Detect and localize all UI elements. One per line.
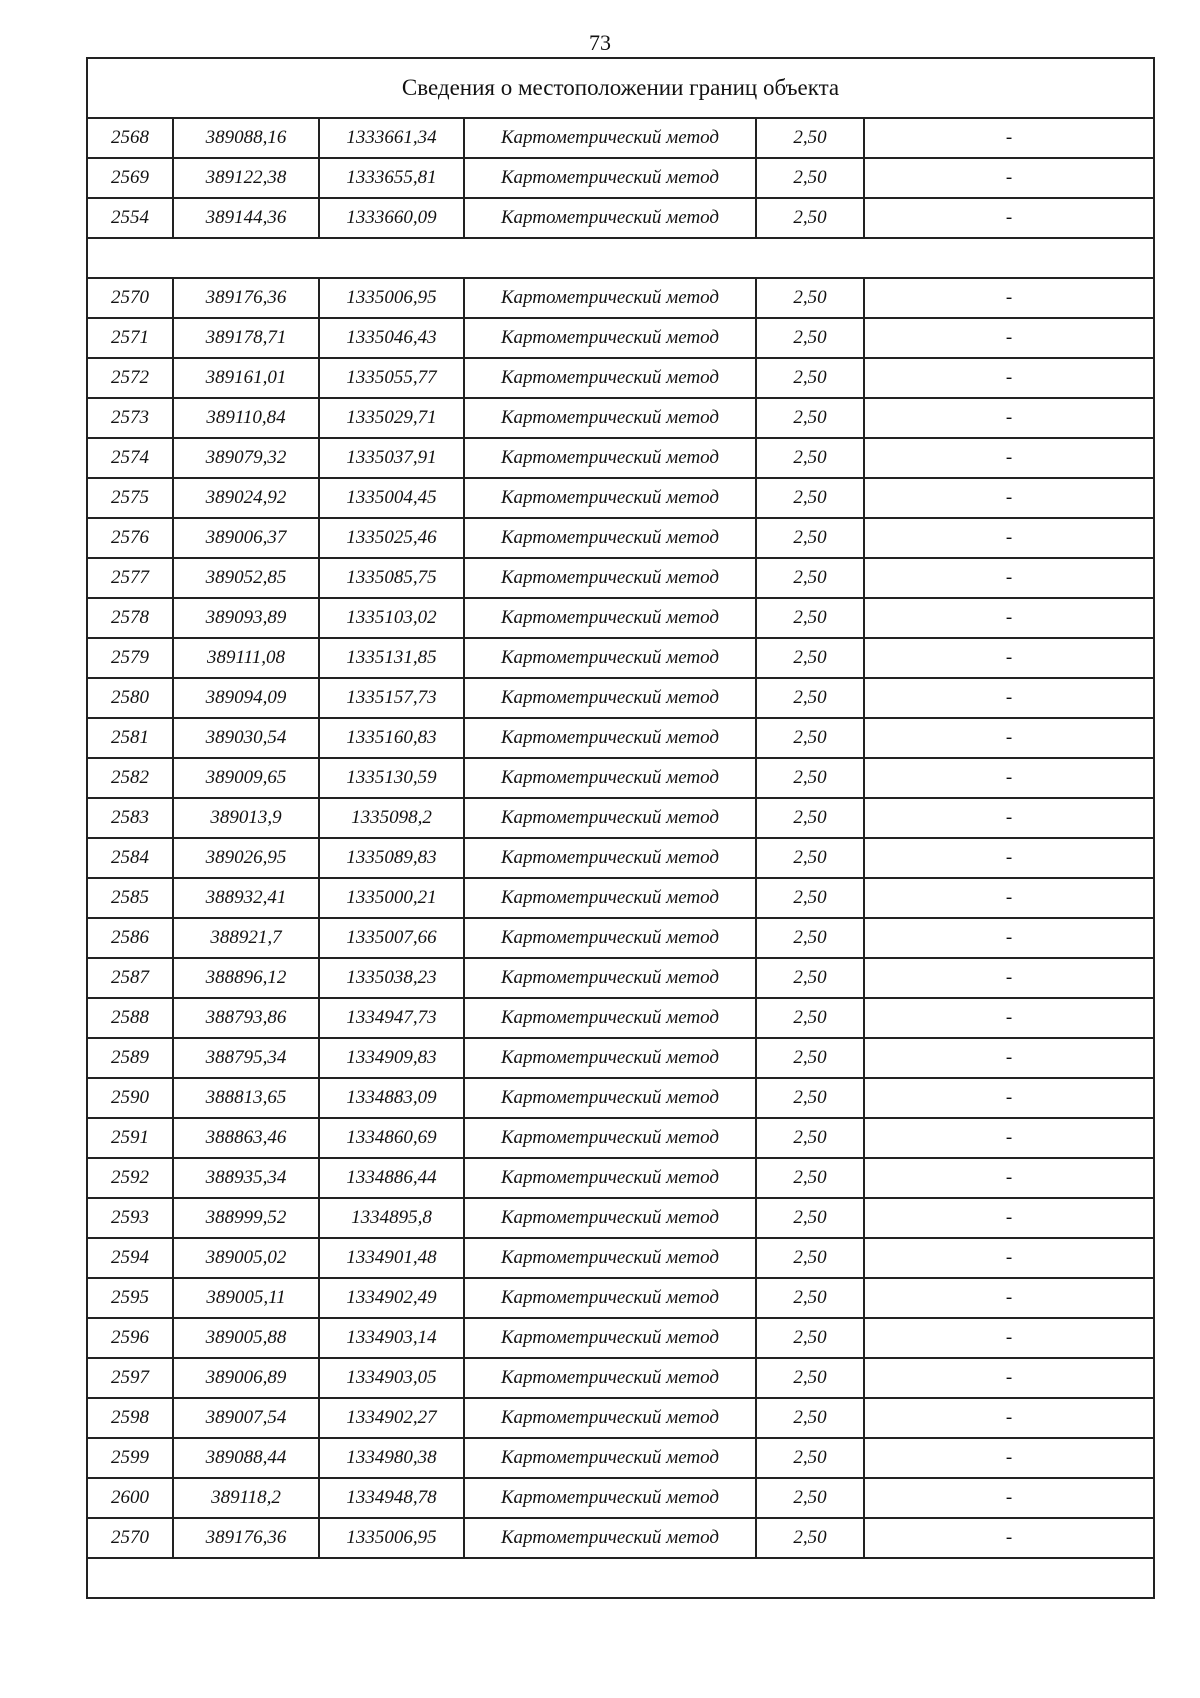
accuracy-cell: 2,50 [756, 838, 864, 878]
y-coordinate-cell: 1334903,14 [319, 1318, 464, 1358]
method-cell: Картометрический метод [464, 1278, 756, 1318]
method-cell: Картометрический метод [464, 758, 756, 798]
description-cell: - [864, 1198, 1154, 1238]
accuracy-cell: 2,50 [756, 518, 864, 558]
x-coordinate-cell: 388932,41 [173, 878, 319, 918]
table-row [87, 278, 1154, 318]
table-row [87, 558, 1154, 598]
method-cell: Картометрический метод [464, 558, 756, 598]
method-cell: Картометрический метод [464, 1398, 756, 1438]
x-coordinate-cell: 389118,2 [173, 1478, 319, 1518]
y-coordinate-cell: 1334886,44 [319, 1158, 464, 1198]
table-row [87, 958, 1154, 998]
x-coordinate-cell: 389005,88 [173, 1318, 319, 1358]
point-number-cell: 2596 [87, 1318, 173, 1358]
point-number-cell: 2580 [87, 678, 173, 718]
x-coordinate-cell: 389110,84 [173, 398, 319, 438]
x-coordinate-cell: 389052,85 [173, 558, 319, 598]
table-row [87, 1118, 1154, 1158]
point-number-cell: 2588 [87, 998, 173, 1038]
method-cell: Картометрический метод [464, 358, 756, 398]
y-coordinate-cell: 1334902,27 [319, 1398, 464, 1438]
accuracy-cell: 2,50 [756, 878, 864, 918]
description-cell: - [864, 1278, 1154, 1318]
x-coordinate-cell: 389030,54 [173, 718, 319, 758]
method-cell: Картометрический метод [464, 918, 756, 958]
y-coordinate-cell: 1333655,81 [319, 158, 464, 198]
table-row [87, 1438, 1154, 1478]
description-cell: - [864, 878, 1154, 918]
description-cell: - [864, 158, 1154, 198]
y-coordinate-cell: 1334909,83 [319, 1038, 464, 1078]
accuracy-cell: 2,50 [756, 1278, 864, 1318]
y-coordinate-cell: 1335006,95 [319, 278, 464, 318]
method-cell: Картометрический метод [464, 798, 756, 838]
y-coordinate-cell: 1335089,83 [319, 838, 464, 878]
point-number-cell: 2589 [87, 1038, 173, 1078]
y-coordinate-cell: 1335130,59 [319, 758, 464, 798]
x-coordinate-cell: 389122,38 [173, 158, 319, 198]
method-cell: Картометрический метод [464, 598, 756, 638]
empty-cell [87, 238, 1154, 278]
point-number-cell: 2568 [87, 118, 173, 158]
table-row [87, 878, 1154, 918]
accuracy-cell: 2,50 [756, 1238, 864, 1278]
x-coordinate-cell: 389026,95 [173, 838, 319, 878]
accuracy-cell: 2,50 [756, 718, 864, 758]
accuracy-cell: 2,50 [756, 958, 864, 998]
accuracy-cell: 2,50 [756, 918, 864, 958]
accuracy-cell: 2,50 [756, 1438, 864, 1478]
point-number-cell: 2575 [87, 478, 173, 518]
description-cell: - [864, 678, 1154, 718]
table-row [87, 438, 1154, 478]
x-coordinate-cell: 388863,46 [173, 1118, 319, 1158]
x-coordinate-cell: 389176,36 [173, 278, 319, 318]
point-number-cell: 2590 [87, 1078, 173, 1118]
point-number-cell: 2581 [87, 718, 173, 758]
description-cell: - [864, 718, 1154, 758]
point-number-cell: 2599 [87, 1438, 173, 1478]
x-coordinate-cell: 389178,71 [173, 318, 319, 358]
y-coordinate-cell: 1334883,09 [319, 1078, 464, 1118]
table-row [87, 478, 1154, 518]
y-coordinate-cell: 1335004,45 [319, 478, 464, 518]
point-number-cell: 2571 [87, 318, 173, 358]
accuracy-cell: 2,50 [756, 438, 864, 478]
method-cell: Картометрический метод [464, 1478, 756, 1518]
x-coordinate-cell: 389088,44 [173, 1438, 319, 1478]
table-row [87, 198, 1154, 238]
y-coordinate-cell: 1334895,8 [319, 1198, 464, 1238]
description-cell: - [864, 998, 1154, 1038]
accuracy-cell: 2,50 [756, 318, 864, 358]
x-coordinate-cell: 389007,54 [173, 1398, 319, 1438]
method-cell: Картометрический метод [464, 1118, 756, 1158]
method-cell: Картометрический метод [464, 998, 756, 1038]
accuracy-cell: 2,50 [756, 598, 864, 638]
method-cell: Картометрический метод [464, 398, 756, 438]
method-cell: Картометрический метод [464, 1438, 756, 1478]
table-row [87, 1238, 1154, 1278]
accuracy-cell: 2,50 [756, 678, 864, 718]
description-cell: - [864, 1478, 1154, 1518]
method-cell: Картометрический метод [464, 1158, 756, 1198]
x-coordinate-cell: 388795,34 [173, 1038, 319, 1078]
method-cell: Картометрический метод [464, 678, 756, 718]
description-cell: - [864, 758, 1154, 798]
x-coordinate-cell: 389005,02 [173, 1238, 319, 1278]
method-cell: Картометрический метод [464, 438, 756, 478]
point-number-cell: 2598 [87, 1398, 173, 1438]
description-cell: - [864, 1398, 1154, 1438]
description-cell: - [864, 558, 1154, 598]
table-title-row [87, 58, 1154, 118]
y-coordinate-cell: 1334860,69 [319, 1118, 464, 1158]
description-cell: - [864, 838, 1154, 878]
table-row [87, 158, 1154, 198]
table-row [87, 358, 1154, 398]
description-cell: - [864, 1078, 1154, 1118]
point-number-cell: 2600 [87, 1478, 173, 1518]
method-cell: Картометрический метод [464, 878, 756, 918]
method-cell: Картометрический метод [464, 118, 756, 158]
x-coordinate-cell: 389088,16 [173, 118, 319, 158]
y-coordinate-cell: 1335006,95 [319, 1518, 464, 1558]
method-cell: Картометрический метод [464, 278, 756, 318]
x-coordinate-cell: 388813,65 [173, 1078, 319, 1118]
accuracy-cell: 2,50 [756, 1518, 864, 1558]
method-cell: Картометрический метод [464, 958, 756, 998]
method-cell: Картометрический метод [464, 1078, 756, 1118]
accuracy-cell: 2,50 [756, 798, 864, 838]
point-number-cell: 2576 [87, 518, 173, 558]
description-cell: - [864, 358, 1154, 398]
x-coordinate-cell: 389013,9 [173, 798, 319, 838]
table-row [87, 798, 1154, 838]
y-coordinate-cell: 1333660,09 [319, 198, 464, 238]
description-cell: - [864, 278, 1154, 318]
table-row [87, 718, 1154, 758]
x-coordinate-cell: 388935,34 [173, 1158, 319, 1198]
y-coordinate-cell: 1335157,73 [319, 678, 464, 718]
method-cell: Картометрический метод [464, 718, 756, 758]
description-cell: - [864, 1158, 1154, 1198]
table-row [87, 1038, 1154, 1078]
x-coordinate-cell: 388896,12 [173, 958, 319, 998]
description-cell: - [864, 1038, 1154, 1078]
x-coordinate-cell: 389161,01 [173, 358, 319, 398]
table-row [87, 1518, 1154, 1558]
description-cell: - [864, 918, 1154, 958]
y-coordinate-cell: 1335085,75 [319, 558, 464, 598]
description-cell: - [864, 1438, 1154, 1478]
x-coordinate-cell: 389006,89 [173, 1358, 319, 1398]
empty-cell [87, 1558, 1154, 1598]
accuracy-cell: 2,50 [756, 558, 864, 598]
y-coordinate-cell: 1335007,66 [319, 918, 464, 958]
table-row [87, 998, 1154, 1038]
table-row [87, 598, 1154, 638]
table-row [87, 918, 1154, 958]
accuracy-cell: 2,50 [756, 1198, 864, 1238]
description-cell: - [864, 398, 1154, 438]
description-cell: - [864, 1358, 1154, 1398]
accuracy-cell: 2,50 [756, 478, 864, 518]
y-coordinate-cell: 1335025,46 [319, 518, 464, 558]
y-coordinate-cell: 1335038,23 [319, 958, 464, 998]
table-row [87, 1478, 1154, 1518]
x-coordinate-cell: 388921,7 [173, 918, 319, 958]
description-cell: - [864, 318, 1154, 358]
accuracy-cell: 2,50 [756, 1358, 864, 1398]
y-coordinate-cell: 1334980,38 [319, 1438, 464, 1478]
description-cell: - [864, 1238, 1154, 1278]
point-number-cell: 2577 [87, 558, 173, 598]
method-cell: Картометрический метод [464, 838, 756, 878]
table-row [87, 1158, 1154, 1198]
description-cell: - [864, 958, 1154, 998]
method-cell: Картометрический метод [464, 198, 756, 238]
method-cell: Картометрический метод [464, 1198, 756, 1238]
y-coordinate-cell: 1335046,43 [319, 318, 464, 358]
method-cell: Картометрический метод [464, 318, 756, 358]
x-coordinate-cell: 389144,36 [173, 198, 319, 238]
x-coordinate-cell: 388999,52 [173, 1198, 319, 1238]
description-cell: - [864, 118, 1154, 158]
table-row [87, 838, 1154, 878]
point-number-cell: 2554 [87, 198, 173, 238]
y-coordinate-cell: 1335055,77 [319, 358, 464, 398]
x-coordinate-cell: 389006,37 [173, 518, 319, 558]
method-cell: Картометрический метод [464, 478, 756, 518]
point-number-cell: 2572 [87, 358, 173, 398]
point-number-cell: 2595 [87, 1278, 173, 1318]
accuracy-cell: 2,50 [756, 278, 864, 318]
accuracy-cell: 2,50 [756, 158, 864, 198]
x-coordinate-cell: 389094,09 [173, 678, 319, 718]
page-number: 73 [589, 30, 611, 55]
table-row [87, 518, 1154, 558]
point-number-cell: 2591 [87, 1118, 173, 1158]
point-number-cell: 2583 [87, 798, 173, 838]
table-row [87, 1318, 1154, 1358]
accuracy-cell: 2,50 [756, 998, 864, 1038]
accuracy-cell: 2,50 [756, 1478, 864, 1518]
table-row [87, 1078, 1154, 1118]
point-number-cell: 2570 [87, 278, 173, 318]
table-row [87, 758, 1154, 798]
table-row [87, 1278, 1154, 1318]
point-number-cell: 2593 [87, 1198, 173, 1238]
accuracy-cell: 2,50 [756, 1318, 864, 1358]
table-row [87, 638, 1154, 678]
description-cell: - [864, 478, 1154, 518]
y-coordinate-cell: 1335098,2 [319, 798, 464, 838]
description-cell: - [864, 1118, 1154, 1158]
x-coordinate-cell: 389009,65 [173, 758, 319, 798]
point-number-cell: 2579 [87, 638, 173, 678]
y-coordinate-cell: 1334903,05 [319, 1358, 464, 1398]
table-end-row [87, 1558, 1154, 1598]
point-number-cell: 2578 [87, 598, 173, 638]
table-row [87, 1358, 1154, 1398]
accuracy-cell: 2,50 [756, 118, 864, 158]
boundary-coordinates-table [86, 57, 1155, 1599]
method-cell: Картометрический метод [464, 1358, 756, 1398]
accuracy-cell: 2,50 [756, 1118, 864, 1158]
point-number-cell: 2573 [87, 398, 173, 438]
accuracy-cell: 2,50 [756, 1078, 864, 1118]
point-number-cell: 2582 [87, 758, 173, 798]
table-row [87, 318, 1154, 358]
y-coordinate-cell: 1335000,21 [319, 878, 464, 918]
point-number-cell: 2570 [87, 1518, 173, 1558]
accuracy-cell: 2,50 [756, 398, 864, 438]
description-cell: - [864, 798, 1154, 838]
table-row [87, 1198, 1154, 1238]
x-coordinate-cell: 389176,36 [173, 1518, 319, 1558]
description-cell: - [864, 1318, 1154, 1358]
x-coordinate-cell: 389079,32 [173, 438, 319, 478]
description-cell: - [864, 518, 1154, 558]
table-row [87, 118, 1154, 158]
x-coordinate-cell: 389024,92 [173, 478, 319, 518]
x-coordinate-cell: 389005,11 [173, 1278, 319, 1318]
x-coordinate-cell: 389093,89 [173, 598, 319, 638]
contour-separator-row [87, 238, 1154, 278]
y-coordinate-cell: 1335160,83 [319, 718, 464, 758]
x-coordinate-cell: 388793,86 [173, 998, 319, 1038]
point-number-cell: 2585 [87, 878, 173, 918]
y-coordinate-cell: 1334902,49 [319, 1278, 464, 1318]
y-coordinate-cell: 1335037,91 [319, 438, 464, 478]
description-cell: - [864, 438, 1154, 478]
accuracy-cell: 2,50 [756, 1398, 864, 1438]
y-coordinate-cell: 1335029,71 [319, 398, 464, 438]
description-cell: - [864, 198, 1154, 238]
accuracy-cell: 2,50 [756, 198, 864, 238]
method-cell: Картометрический метод [464, 638, 756, 678]
table-row [87, 398, 1154, 438]
table-row [87, 1398, 1154, 1438]
point-number-cell: 2574 [87, 438, 173, 478]
point-number-cell: 2587 [87, 958, 173, 998]
description-cell: - [864, 638, 1154, 678]
point-number-cell: 2586 [87, 918, 173, 958]
description-cell: - [864, 1518, 1154, 1558]
y-coordinate-cell: 1333661,34 [319, 118, 464, 158]
method-cell: Картометрический метод [464, 518, 756, 558]
method-cell: Картометрический метод [464, 1518, 756, 1558]
accuracy-cell: 2,50 [756, 1038, 864, 1078]
y-coordinate-cell: 1335103,02 [319, 598, 464, 638]
table-row [87, 678, 1154, 718]
table-title: Сведения о местоположении границ объекта [87, 58, 1154, 118]
accuracy-cell: 2,50 [756, 758, 864, 798]
accuracy-cell: 2,50 [756, 638, 864, 678]
point-number-cell: 2594 [87, 1238, 173, 1278]
y-coordinate-cell: 1334948,78 [319, 1478, 464, 1518]
method-cell: Картометрический метод [464, 1318, 756, 1358]
accuracy-cell: 2,50 [756, 1158, 864, 1198]
method-cell: Картометрический метод [464, 1238, 756, 1278]
description-cell: - [864, 598, 1154, 638]
point-number-cell: 2569 [87, 158, 173, 198]
y-coordinate-cell: 1334947,73 [319, 998, 464, 1038]
x-coordinate-cell: 389111,08 [173, 638, 319, 678]
accuracy-cell: 2,50 [756, 358, 864, 398]
point-number-cell: 2597 [87, 1358, 173, 1398]
method-cell: Картометрический метод [464, 1038, 756, 1078]
y-coordinate-cell: 1334901,48 [319, 1238, 464, 1278]
y-coordinate-cell: 1335131,85 [319, 638, 464, 678]
method-cell: Картометрический метод [464, 158, 756, 198]
point-number-cell: 2584 [87, 838, 173, 878]
point-number-cell: 2592 [87, 1158, 173, 1198]
